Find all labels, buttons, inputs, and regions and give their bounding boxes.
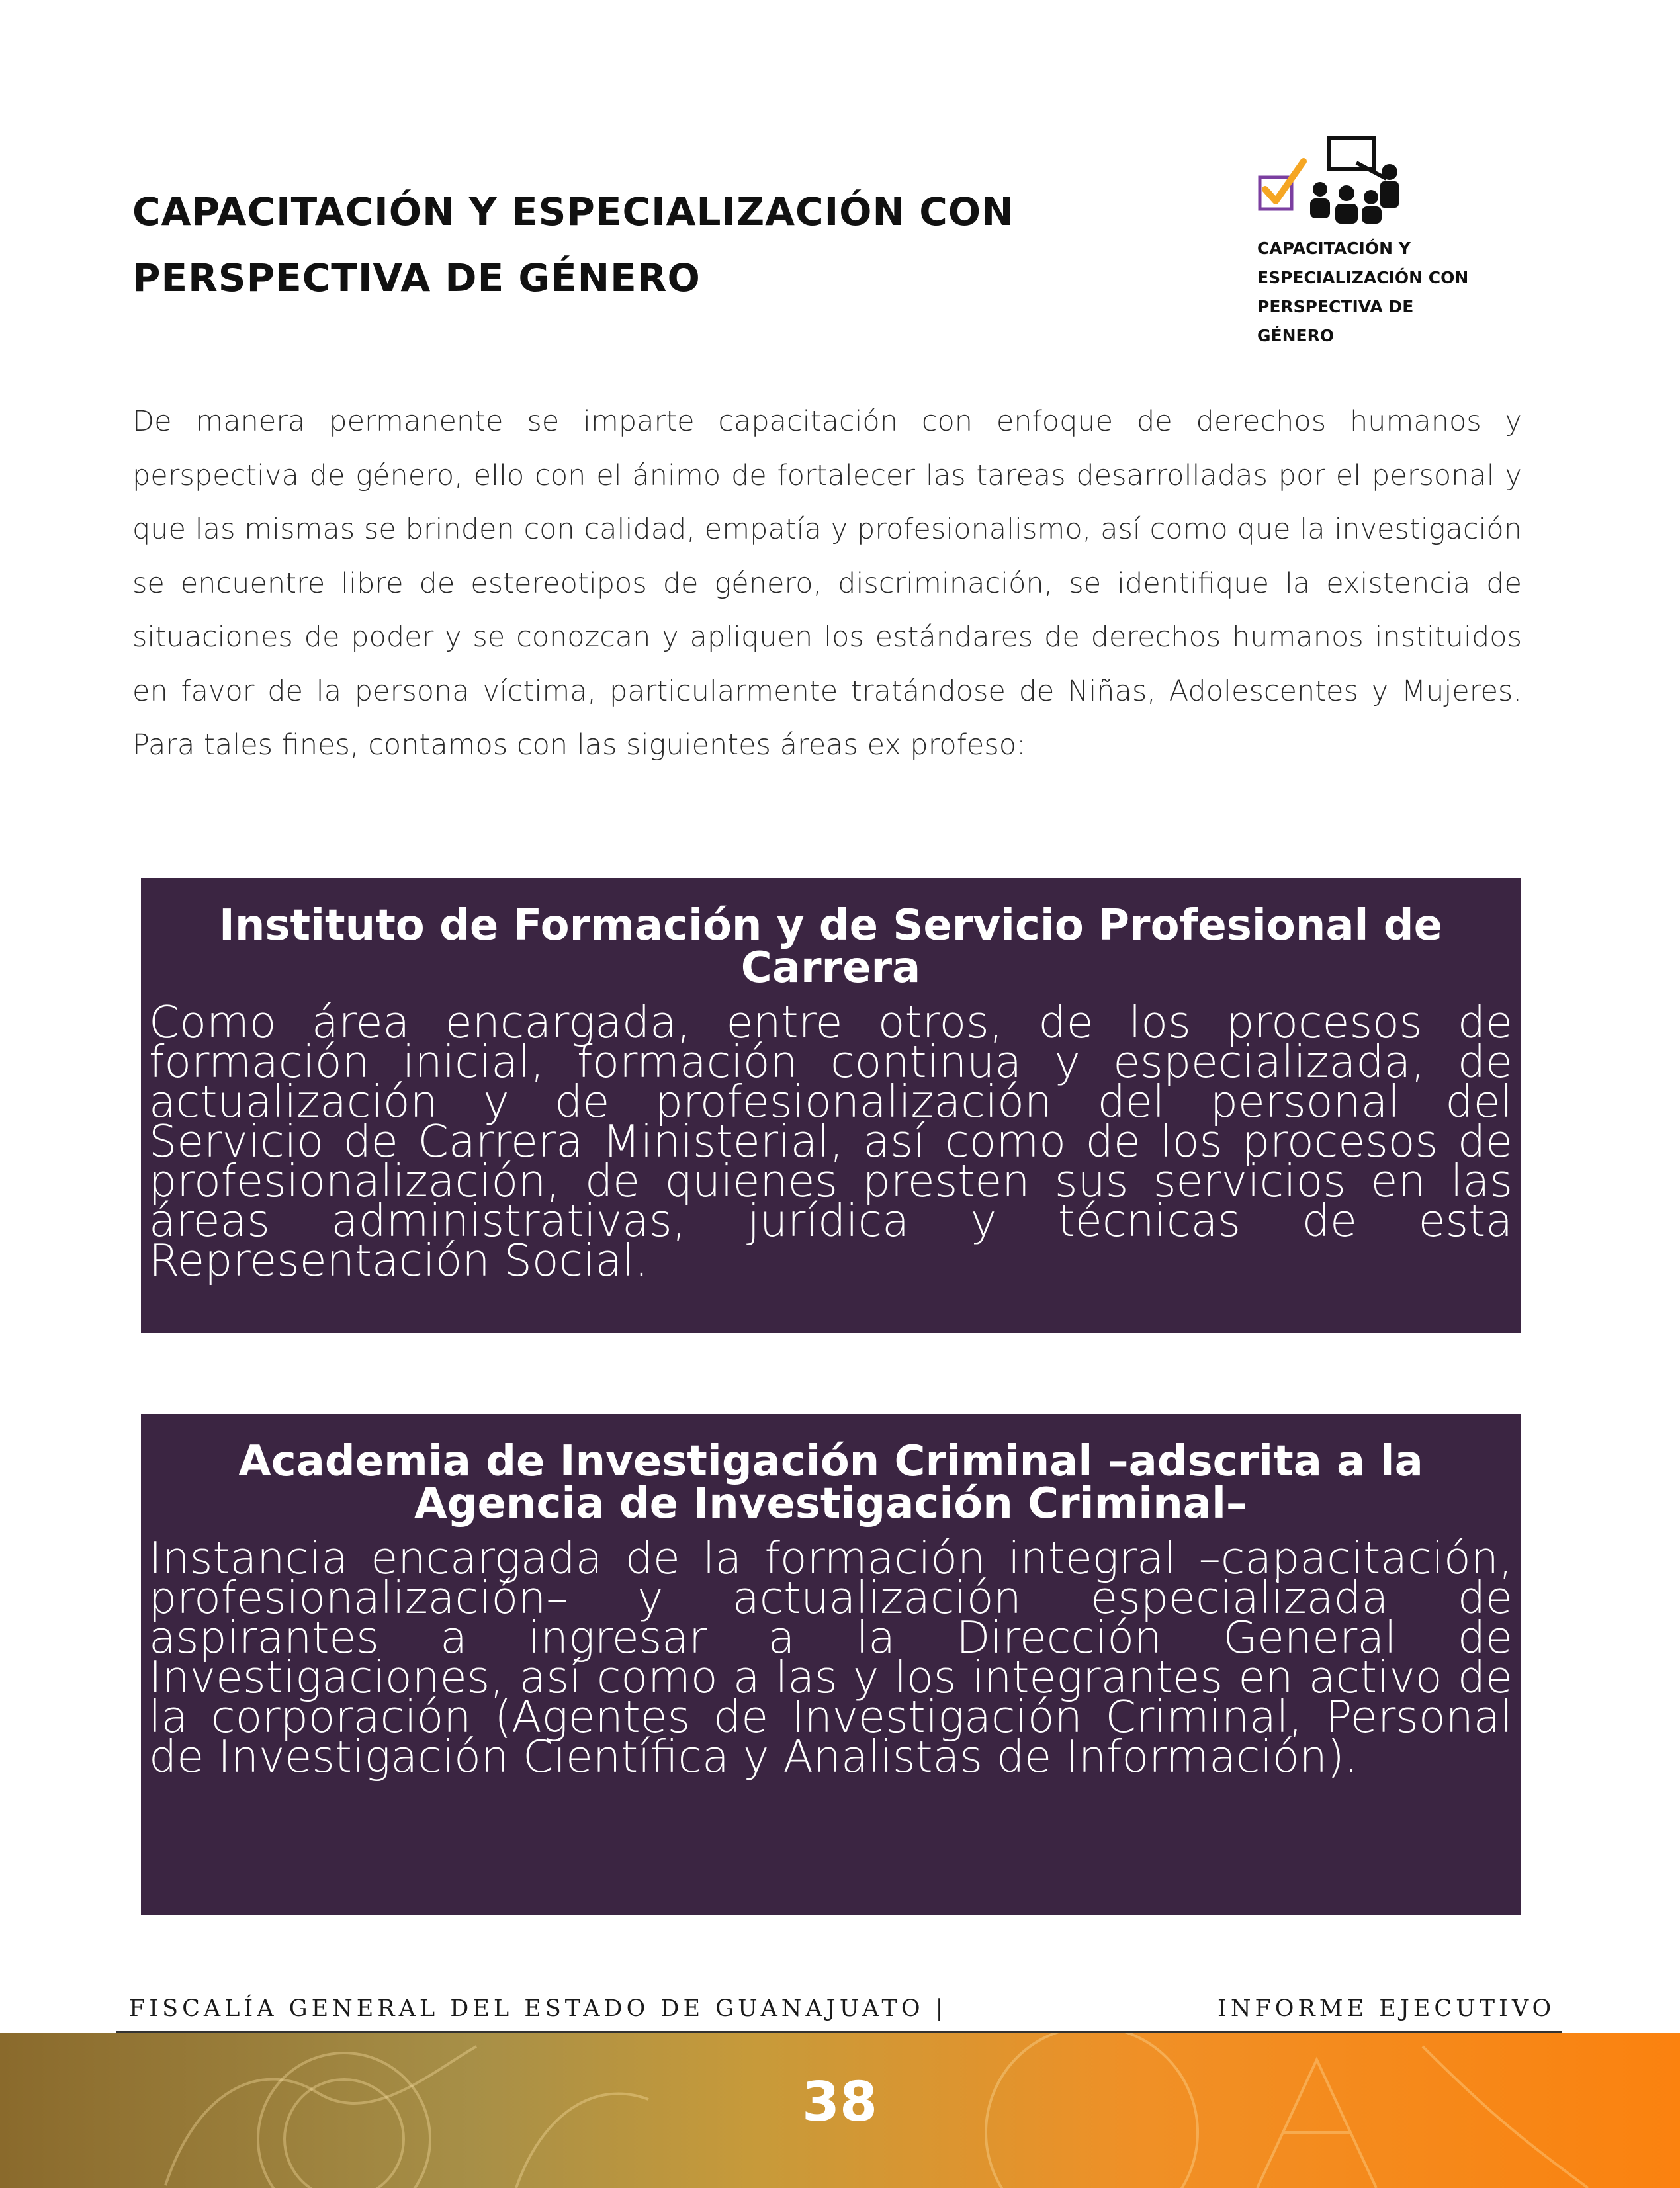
card-title: Instituto de Formación y de Servicio Profesional de Carrera [219,901,1442,992]
page-number: 38 [801,2071,878,2134]
footer-report-title: INFORME EJECUTIVO [1217,1995,1556,2022]
page-title-line1: CAPACITACIÓN Y ESPECIALIZACIÓN CON [132,189,1014,234]
card-academia-investigacion [141,1414,1521,1915]
footer-divider [116,2031,1562,2033]
page-title [132,179,1092,311]
card-body: Instancia encargada de la formación integral –capacitación, profesionalización– y actualización especializada de aspirantes a ingresar a la Dirección General de Investigaciones, así como a las y los integrantes en activo de la corporación (Agentes de Investigación Criminal, Personal de Investigación Científica y Analistas de Información). [149,1532,1513,1782]
card-title: Academia de Investigación Criminal –adscrita a la Agencia de Investigación Criminal– [238,1437,1423,1528]
card-body: Como área encargada, entre otros, de los procesos de formación inicial, formación continua y especializada, de actualización y de profesionalización del personal del Servicio de Carrera Ministerial, así como de los procesos de profesionalización, de quienes presten sus servicios en las áreas administrativas, jurídica y técnicas de esta Representación Social. [149,996,1513,1286]
page-title-line2: PERSPECTIVA DE GÉNERO [132,255,701,300]
card-instituto-formacion [141,878,1521,1333]
section-badge [1257,132,1495,351]
intro-paragraph: De manera permanente se imparte capacitación con enfoque de derechos humanos y perspectiva de género, ello con el ánimo de fortalecer las tareas desarrolladas por el personal y que las mismas se brinden con calidad, empatía y profesionalismo, así como que la investigación se encuentre libre de estereotipos de género, discriminación, se identifique la existencia de situaciones de poder y se conozcan y apliquen los estándares de derechos humanos instituidos en favor de la persona víctima, particularmente tratándose de Niñas, Adolescentes y Mujeres. Para tales fines, contamos con las siguientes áreas ex profeso: [132,405,1522,762]
footer-institution: FISCALÍA GENERAL DEL ESTADO DE GUANAJUATO | [129,1995,948,2022]
training-checkmark-icon [1257,132,1403,225]
badge-label: CAPACITACIÓN Y ESPECIALIZACIÓN CON PERSPECTIVA DE GÉNERO [1257,239,1469,345]
